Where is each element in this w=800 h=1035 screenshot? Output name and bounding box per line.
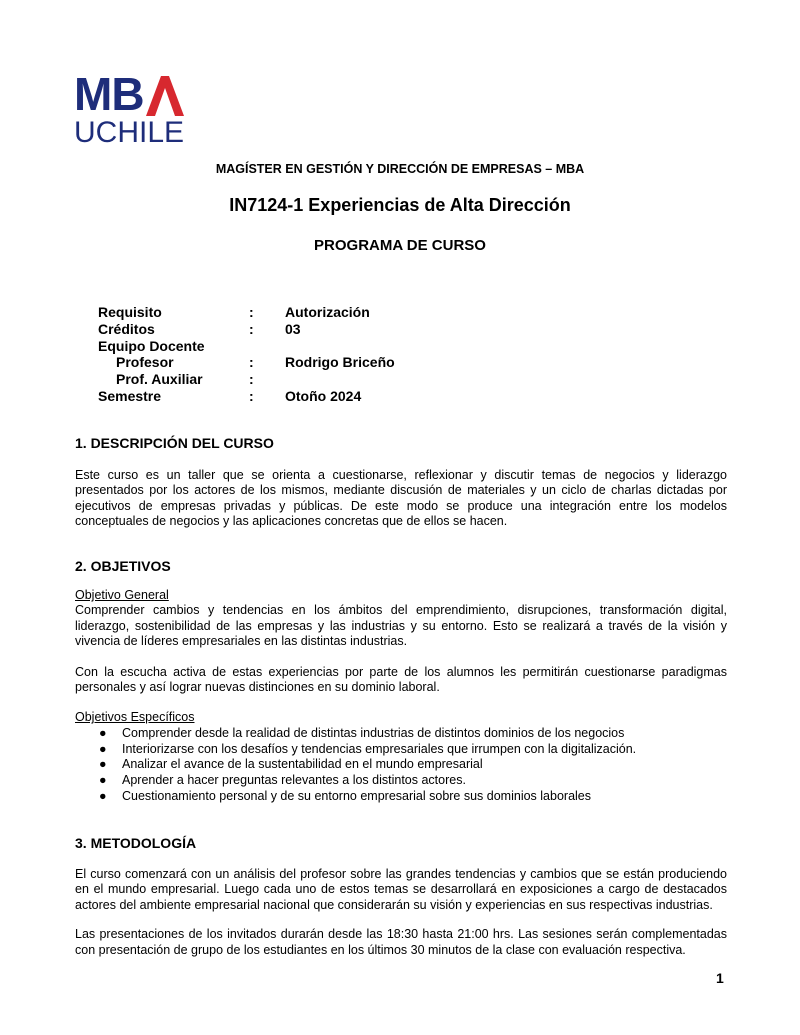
- bullet-icon: ●: [99, 741, 107, 756]
- info-value: 03: [285, 320, 301, 337]
- section-heading: 3. METODOLOGÍA: [75, 835, 197, 851]
- info-label: Semestre: [98, 387, 162, 404]
- mba-uchile-logo: [74, 68, 198, 149]
- list-item: [75, 726, 727, 742]
- subheading-objetivos-especificos: Objetivos Específicos: [75, 710, 195, 725]
- info-value: Autorización: [285, 304, 370, 320]
- list-item: [75, 757, 727, 773]
- document-title: PROGRAMA DE CURSO: [314, 237, 486, 254]
- info-label: Profesor: [116, 354, 174, 371]
- list-item-text: Interiorizarse con los desafíos y tendencias empresariales que irrumpen con la digitalización.: [122, 741, 637, 756]
- info-colon: :: [249, 320, 254, 337]
- info-label: Equipo Docente: [98, 337, 205, 354]
- info-label: Requisito: [98, 304, 162, 320]
- info-colon: :: [249, 354, 254, 371]
- info-value: Otoño 2024: [285, 387, 362, 404]
- bullet-icon: ●: [99, 789, 107, 804]
- section-descripcion: [75, 435, 727, 530]
- objectives-list: [75, 726, 727, 805]
- page-number: 1: [716, 970, 724, 986]
- info-colon: :: [249, 371, 254, 388]
- list-item-text: Aprender a hacer preguntas relevantes a los distintos actores.: [122, 773, 466, 788]
- section-metodologia: [75, 835, 727, 958]
- bullet-icon: ●: [99, 725, 107, 740]
- section-paragraph: Este curso es un taller que se orienta a cuestionarse, reflexionar y discutir temas de negocios y liderazgo presentados por los actores de los mismos, mediante discusión de materiales y un ciclo de charlas dictadas por ejecutivos de empresas privadas y públicas. De este modo se produce una integración entre los modelos conceptuales de negocios y las aplicaciones concretas que de ellos se hacen.: [75, 468, 727, 529]
- course-title: IN7124-1 Experiencias de Alta Dirección: [229, 195, 571, 215]
- list-item-text: Analizar el avance de la sustentabilidad en el mundo empresarial: [122, 757, 483, 772]
- subheading-objetivo-general: Objetivo General: [75, 588, 169, 602]
- section-objetivos: [75, 558, 727, 805]
- section-paragraph: Comprender cambios y tendencias en los ámbitos del emprendimiento, disrupciones, transformación digital, liderazgo, sostenibilidad de las empresas y las industrias y su entorno. Esto se realizará a través de la visión y vivencia de líderes empresariales en las distintas industrias.: [75, 603, 727, 649]
- section-paragraph: Con la escucha activa de estas experiencias por parte de los alumnos les permitirán cuestionarse paradigmas personales y así lograr nuevas distinciones en su dominio laboral.: [75, 664, 727, 695]
- list-item: [75, 773, 727, 789]
- info-colon: :: [249, 304, 254, 320]
- info-colon: :: [249, 387, 254, 404]
- section-heading: 2. OBJETIVOS: [75, 558, 171, 574]
- section-paragraph: Las presentaciones de los invitados durarán desde las 18:30 hasta 21:00 hrs. Las sesiones serán complementadas con presentación de grupo de los estudiantes en los últimos 30 minutos de la clase con evaluación respectiva.: [75, 927, 727, 957]
- list-item: [75, 742, 727, 758]
- section-paragraph: El curso comenzará con un análisis del profesor sobre las grandes tendencias y cambios que se están produciendo en el mundo empresarial. Luego cada uno de estos temas se desarrollará en exposiciones a cargo de destacados actores del ambiente empresarial nacional que considerarán su visión y experiencias en sus respectivas industrias.: [75, 867, 727, 912]
- logo-text-mb: MB: [74, 68, 144, 120]
- logo-text-uchile: UCHILE: [74, 116, 185, 149]
- logo-chevron-icon: [146, 76, 184, 116]
- program-name: MAGÍSTER EN GESTIÓN Y DIRECCIÓN DE EMPRESAS – MBA: [215, 162, 585, 176]
- info-value: Rodrigo Briceño: [285, 354, 395, 371]
- bullet-icon: ●: [99, 757, 107, 772]
- section-heading: 1. DESCRIPCIÓN DEL CURSO: [75, 435, 274, 451]
- info-label: Créditos: [98, 320, 155, 337]
- bullet-icon: ●: [99, 773, 107, 788]
- list-item-text: Cuestionamiento personal y de su entorno empresarial sobre sus dominios laborales: [122, 789, 592, 804]
- list-item: [75, 789, 727, 805]
- list-item-text: Comprender desde la realidad de distintas industrias de distintos dominios de los negocios: [122, 725, 625, 740]
- info-label: Prof. Auxiliar: [116, 371, 203, 388]
